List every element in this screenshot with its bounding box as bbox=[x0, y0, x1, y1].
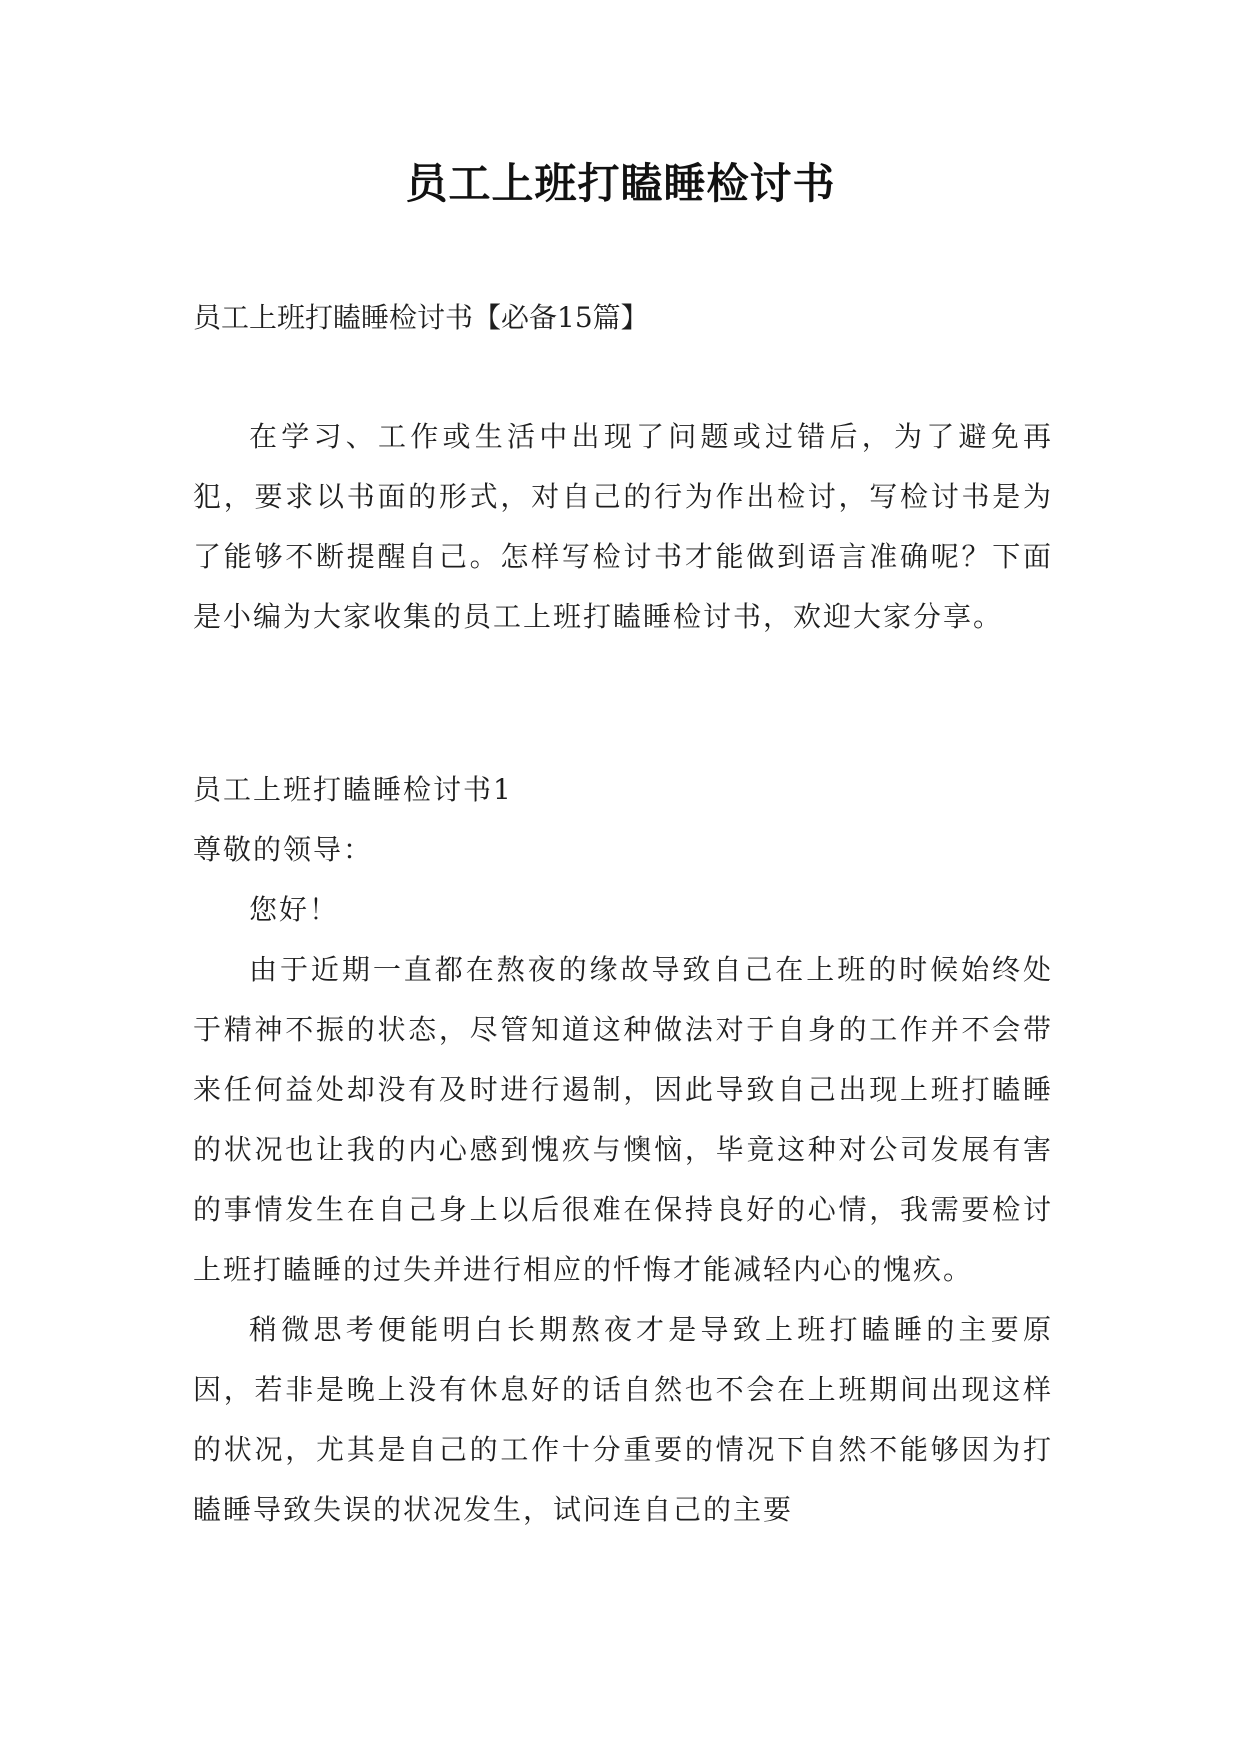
document-subtitle: 员工上班打瞌睡检讨书【必备15篇】 bbox=[193, 301, 649, 334]
greeting: 您好！ bbox=[249, 893, 340, 926]
document-title: 员工上班打瞌睡检讨书 bbox=[405, 159, 836, 208]
section-1 bbox=[193, 760, 1053, 1540]
body-paragraph: 由于近期一直都在熬夜的缘故导致自己在上班的时候始终处于精神不振的状态，尽管知道这种做法对于自身的工作并不会带来任何益处却没有及时进行遏制，因此导致自己出现上班打瞌睡的状况也让我的内心感到愧疚与懊恼，毕竟这种对公司发展有害的事情发生在自己身上以后很难在保持良好的心情，我需要检讨上班打瞌睡的过失并进行相应的忏悔才能减轻内心的愧疚。 bbox=[193, 953, 1053, 1286]
body-paragraph: 稍微思考便能明白长期熬夜才是导致上班打瞌睡的主要原因，若非是晚上没有休息好的话自然也不会在上班期间出现这样的状况，尤其是自己的工作十分重要的情况下自然不能够因为打瞌睡导致失误的状况发生，试问连自己的主要 bbox=[193, 1313, 1053, 1526]
section-heading: 员工上班打瞌睡检讨书1 bbox=[193, 773, 513, 806]
intro-paragraph: 在学习、工作或生活中出现了问题或过错后，为了避免再犯，要求以书面的形式，对自己的行为作出检讨，写检讨书是为了能够不断提醒自己。怎样写检讨书才能做到语言准确呢？下面是小编为大家收集的员工上班打瞌睡检讨书，欢迎大家分享。 bbox=[193, 420, 1053, 633]
salutation: 尊敬的领导： bbox=[193, 833, 374, 866]
